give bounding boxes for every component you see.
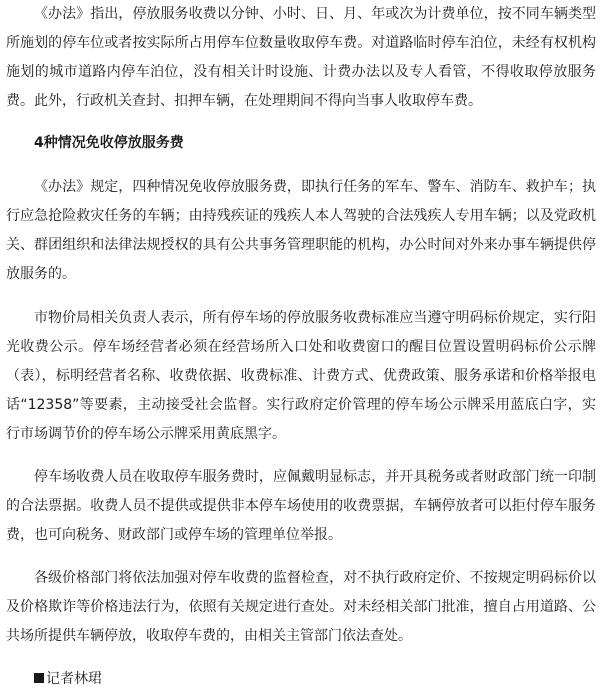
paragraph-exemptions: 《办法》规定，四种情况免收停放服务费，即执行任务的军车、警车、消防车、救护车；执行应急抢险救灾任务的车辆；由持残疾证的残疾人本人驾驶的合法残疾人专用车辆；以及党政机关、群团组织和法律法规授权的具有公共事务管理职能的机构，办公时间对外来办事车辆提供停放服务的。 [6, 179, 596, 282]
paragraph-fee-units: 《办法》指出，停放服务收费以分钟、小时、日、月、年或次为计费单位，按不同车辆类型所施划的停车位或者按实际所占用停车位数量收取停车费。对道路临时停车泊位，未经有权机构施划的城市道路内停车泊位，没有相关计时设施、计费办法以及专人看管，不得收取停放服务费。此外，行政机关查封、扣押车辆，在处理期间不得向当事人收取停车费。 [6, 6, 596, 109]
paragraph-supervision: 各级价格部门将依法加强对停车收费的监督检查，对不执行政府定价、不按规定明码标价以及价格欺诈等价格违法行为，依照有关规定进行查处。对未经相关部门批准，擅自占用道路、公共场所提供车辆停放，收取停车费的，由相关主管部门依法查处。 [6, 570, 596, 644]
paragraph-receipts: 停车场收费人员在收取停车服务费时，应佩戴明显标志，并开具税务或者财政部门统一印制的合法票据。收费人员不提供或提供非本停车场使用的收费票据，车辆停放者可以拒付停车服务费，也可向税务、财政部门或停车场的管理单位举报。 [6, 469, 596, 543]
byline-reporter: 记者林珺 [46, 671, 102, 687]
square-bullet-icon [34, 673, 44, 683]
article-body [6, 0, 596, 694]
byline [6, 665, 596, 694]
paragraph-price-disclosure: 市物价局相关负责人表示，所有停车场的停放服务收费标准应当遵守明码标价规定，实行阳光收费公示。停车场经营者必须在经营场所入口处和收费窗口的醒目位置设置明码标价公示牌（表），标明经营者名称、收费依据、收费标准、计费方式、优费政策、服务承诺和价格举报电话“12358”等要素，主动接受社会监督。实行政府定价管理的停车场公示牌采用蓝底白字，实行市场调节价的停车场公示牌采用黄底黑字。 [6, 310, 596, 442]
section-heading-exemptions: 4种情况免收停放服务费 [34, 135, 184, 151]
